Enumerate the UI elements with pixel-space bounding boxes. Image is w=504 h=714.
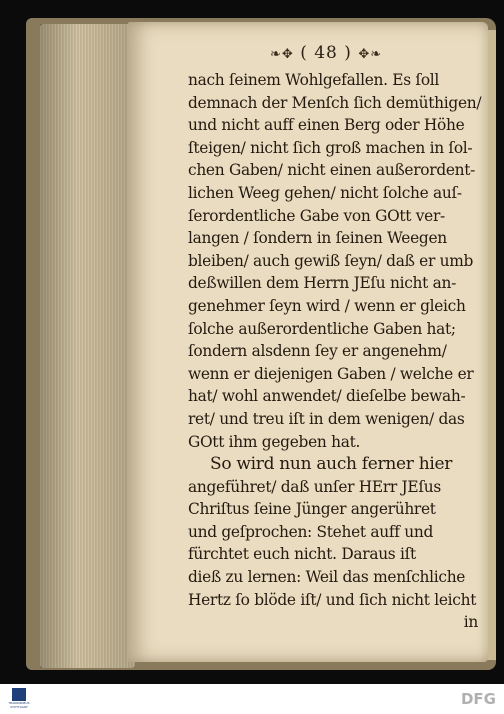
- text-line: demnach der Menſch ſich demüthigen/: [188, 93, 482, 112]
- library-logo-icon: [12, 688, 26, 701]
- text-line: dieß zu lernen: Weil das menſchliche: [188, 568, 466, 587]
- page-number: ( 48 ): [300, 43, 352, 63]
- text-line: GOtt ihm gegeben hat.: [188, 432, 361, 451]
- page-edges-shadow: [40, 24, 135, 668]
- text-line: langen / ſondern in ſeinen Weegen: [188, 229, 447, 248]
- ornament-right-icon: ✥❧: [358, 47, 383, 62]
- text-line: wenn er diejenigen Gaben / welche er: [188, 364, 474, 383]
- library-logo-text: TRANSKRIBUS STUTTGART: [8, 701, 30, 709]
- text-line: Hertz ſo blöde iſt/ und ſich nicht leicht: [188, 590, 477, 609]
- text-line: nach ſeinem Wohlgefallen. Es ſoll: [188, 71, 440, 89]
- text-line: ret/ und treu iſt in dem wenigen/ das: [188, 409, 465, 428]
- library-logo[interactable]: [6, 688, 32, 710]
- text-line: ſolche außerordentliche Gaben hat;: [188, 319, 456, 338]
- text-line: bleiben/ auch gewiß ſeyn/ daß er umb: [188, 251, 474, 270]
- text-line: und geſprochen: Stehet auff und: [188, 522, 434, 541]
- text-line: Chriſtus ſeine Jünger angerühret: [188, 500, 436, 519]
- dfg-logo[interactable]: DFG: [460, 690, 496, 708]
- text-block: [188, 69, 482, 634]
- catchword: in: [463, 613, 478, 632]
- text-line: deßwillen dem Herrn JEſu nicht an-: [188, 274, 457, 293]
- text-line: ſerordentliche Gabe von GOtt ver-: [188, 206, 445, 225]
- text-line: chen Gaben/ nicht einen außerordent-: [188, 161, 476, 180]
- text-line: ſteigen/ nicht ſich groß machen in ſol-: [188, 138, 473, 157]
- text-line: angeführet/ daß unſer HErr JEſus: [188, 477, 441, 496]
- ornament-left-icon: ❧✥: [270, 47, 294, 62]
- page-header: [270, 43, 382, 63]
- text-line: ſondern alsdenn ſey er angenehm/: [188, 342, 447, 361]
- paragraph-start-line: So wird nun auch ferner hier: [210, 454, 453, 475]
- text-line: genehmer ſeyn wird / wenn er gleich: [188, 296, 466, 315]
- text-line: und nicht auff einen Berg oder Höhe: [188, 116, 465, 135]
- viewer-footer: [0, 684, 504, 714]
- text-line: lichen Weeg gehen/ nicht ſolche auſ-: [188, 183, 462, 202]
- text-line: fürchtet euch nicht. Daraus iſt: [188, 545, 416, 564]
- text-line: hat/ wohl anwendet/ dieſelbe bewah-: [188, 387, 466, 406]
